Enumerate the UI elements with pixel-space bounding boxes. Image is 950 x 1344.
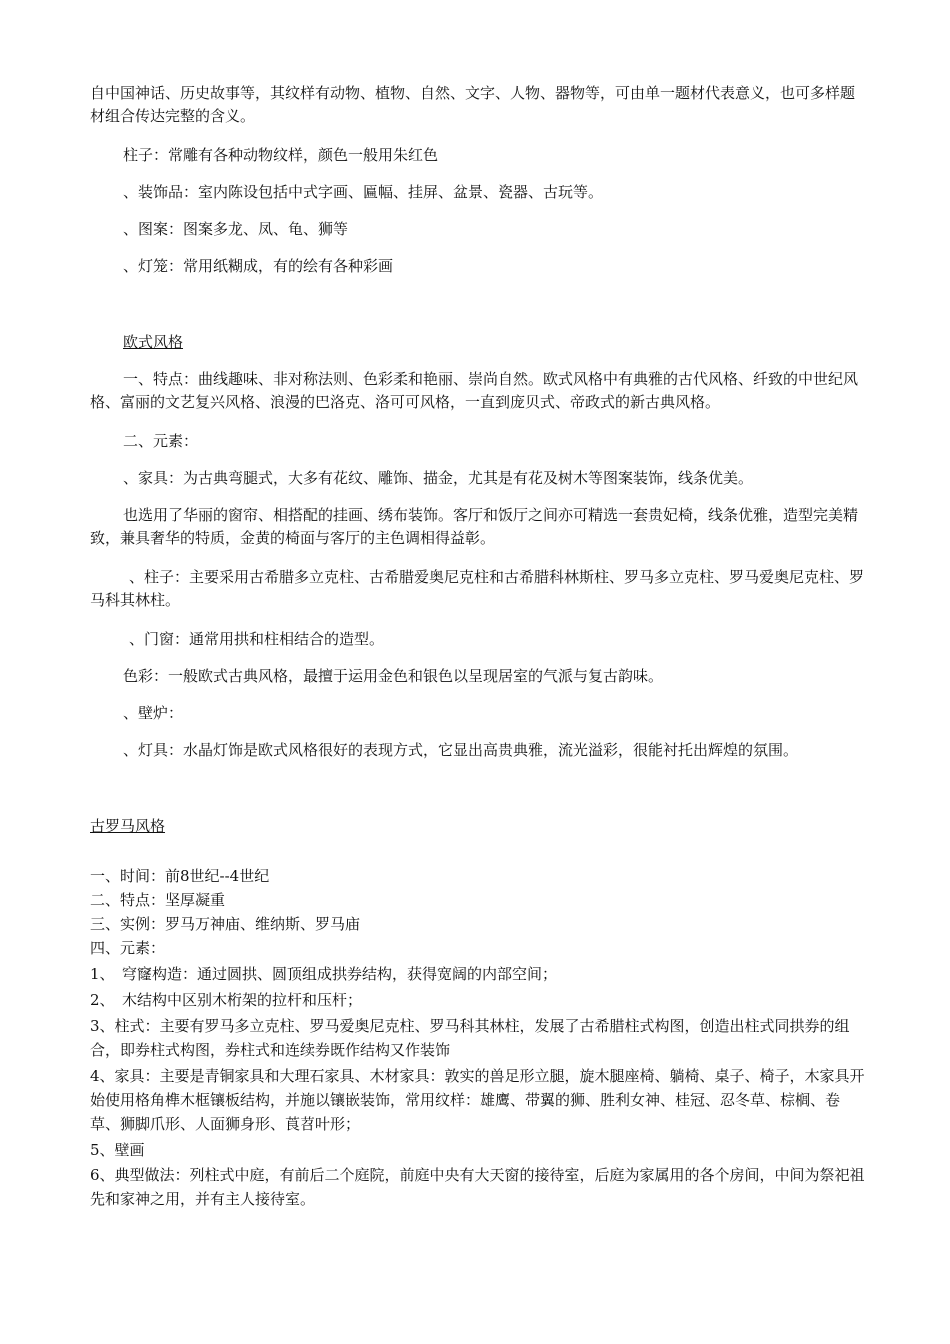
roman-time: 一、时间：前8世纪--4世纪 bbox=[90, 867, 270, 885]
roman-item-6: 6、典型做法：列柱式中庭，有前后二个庭院，前庭中央有大天窗的接待室，后庭为家属用的各个房间，中间为祭祀祖先和家神之用，并有主人接待室。 bbox=[90, 1166, 865, 1208]
european-columns: 、柱子：主要采用古希腊多立克柱、古希腊爱奥尼克柱和古希腊科林斯柱、罗马多立克柱、罗马爱奥尼克柱、罗马科其林柱。 bbox=[90, 568, 865, 609]
chinese-style-pattern: 、图案：图案多龙、凤、龟、狮等 bbox=[123, 220, 349, 238]
roman-examples: 三、实例：罗马万神庙、维纳斯、罗马庙 bbox=[90, 915, 361, 933]
roman-features: 二、特点：坚厚凝重 bbox=[90, 891, 226, 909]
roman-item-2: 2、 木结构中区别木桁架的拉杆和压杆； bbox=[90, 991, 363, 1009]
european-features: 一、特点：曲线趣味、非对称法则、色彩柔和艳丽、崇尚自然。欧式风格中有典雅的古代风格、纤致的中世纪风格、富丽的文艺复兴风格、浪漫的巴洛克、洛可可风格，一直到庞贝式、帝政式的新古典风格。 bbox=[90, 370, 859, 411]
roman-item-4: 4、家具：主要是青铜家具和大理石家具、木材家具：敦实的兽足形立腿，旋木腿座椅、躺椅、桌子、椅子，木家具开始使用格角榫木框镶板结构，并施以镶嵌装饰，常用纹样：雄鹰、带翼的狮、胜利女神、桂冠、忍冬草、棕榈、卷草、狮脚爪形、人面狮身形、莨苕叶形； bbox=[90, 1067, 865, 1133]
european-elements-label: 二、元素： bbox=[123, 432, 199, 450]
chinese-style-intro: 自中国神话、历史故事等，其纹样有动物、植物、自然、文字、人物、器物等，可由单一题材代表意义，也可多样题材组合传达完整的含义。 bbox=[90, 84, 856, 125]
european-doors: 、门窗：通常用拱和柱相结合的造型。 bbox=[129, 630, 385, 648]
chinese-style-decor: 、装饰品：室内陈设包括中式字画、匾幅、挂屏、盆景、瓷器、古玩等。 bbox=[123, 183, 604, 201]
european-style-heading: 欧式风格 bbox=[123, 333, 184, 351]
roman-item-1: 1、 穹窿构造：通过圆拱、圆顶组成拱券结构，获得宽阔的内部空间； bbox=[90, 965, 558, 983]
european-fabrics: 也选用了华丽的窗帘、相搭配的挂画、绣布装饰。客厅和饭厅之间亦可精选一套贵妃椅，线条优雅，造型完美精致，兼具奢华的特质，金黄的椅面与客厅的主色调相得益彰。 bbox=[90, 506, 859, 547]
european-lamps: 、灯具：水晶灯饰是欧式风格很好的表现方式，它显出高贵典雅，流光溢彩，很能衬托出辉煌的氛围。 bbox=[123, 741, 799, 759]
roman-item-5: 5、壁画 bbox=[90, 1141, 145, 1159]
european-color: 色彩：一般欧式古典风格，最擅于运用金色和银色以呈现居室的气派与复古韵味。 bbox=[123, 667, 664, 685]
roman-style-heading: 古罗马风格 bbox=[90, 817, 166, 835]
roman-elements-label: 四、元素： bbox=[90, 939, 166, 957]
chinese-style-lantern: 、灯笼：常用纸糊成，有的绘有各种彩画 bbox=[123, 257, 394, 275]
european-fireplace: 、壁炉： bbox=[123, 704, 184, 722]
roman-item-3: 3、柱式：主要有罗马多立克柱、罗马爱奥尼克柱、罗马科其林柱，发展了古希腊柱式构图，创造出柱式同拱券的组合，即券柱式构图，券柱式和连续券既作结构又作装饰 bbox=[90, 1017, 850, 1059]
european-furniture: 、家具：为古典弯腿式，大多有花纹、雕饰、描金，尤其是有花及树木等图案装饰，线条优美。 bbox=[123, 469, 754, 487]
chinese-style-pillar: 柱子：常雕有各种动物纹样，颜色一般用朱红色 bbox=[123, 146, 439, 164]
